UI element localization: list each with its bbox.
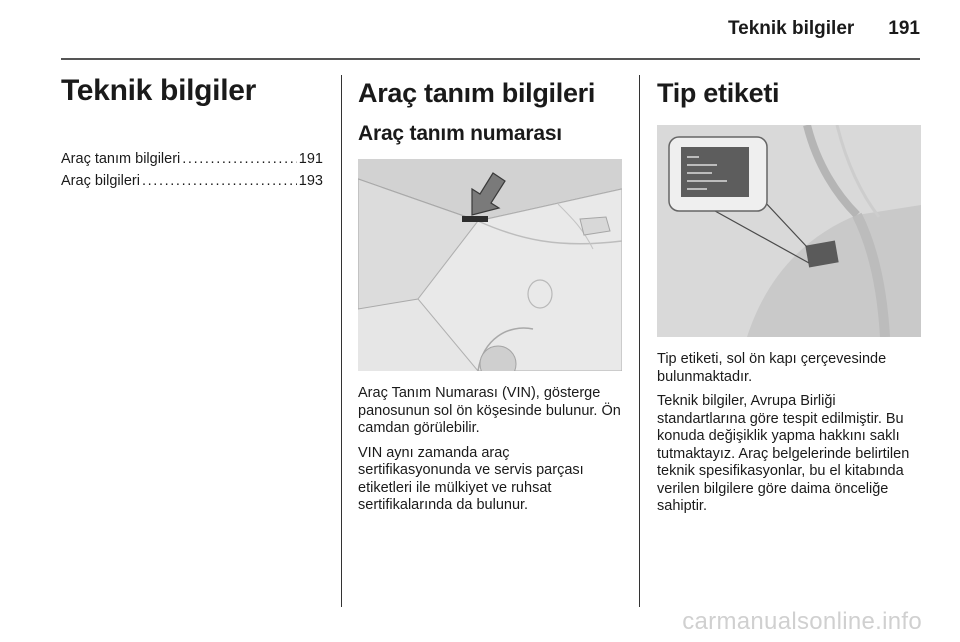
type-label-paragraph: Teknik bilgiler, Avrupa Birliği standartlarına göre tespit edilmiştir. Bu konuda değişiklik yapma hakkını saklı tutmaktayız. Araç belgelerinde belirtilen teknik spesifikasyonlar, bu el kitabında verilen bilgilere göre daima önceliğe sahiptir. [657,393,910,514]
chapter-title: Teknik bilgiler [61,74,256,107]
table-of-contents [61,148,323,192]
toc-entry-title: Araç tanım bilgileri [61,151,181,167]
subsection-title-vin: Araç tanım numarası [358,122,562,145]
running-header-title: Teknik bilgiler [727,18,855,39]
header-rule [61,58,920,60]
column-divider-1 [341,75,342,607]
section-title-type-label: Tip etiketi [657,78,780,108]
toc-entry-page: 191 [298,151,323,167]
toc-leader-dots [182,148,297,170]
page-number: 191 [888,18,920,39]
vin-paragraph: Araç Tanım Numarası (VIN), gösterge panosunun sol ön köşesinde bulunur. Ön camdan görülebilir. [358,385,621,436]
section-title-vin: Araç tanım bilgileri [358,78,596,108]
watermark: carmanualsonline.info [682,608,922,635]
vin-location-illustration [358,159,622,371]
vin-paragraph: VIN aynı zamanda araç sertifikasyonunda ve servis parçası etiketleri ile mülkiyet ve ruhsat sertifikalarında da bulunur. [358,444,584,513]
type-label-section-column [657,74,921,523]
type-label-illustration [657,125,921,337]
toc-entry-title: Araç bilgileri [61,173,140,189]
toc-entry-page: 193 [298,173,323,189]
vin-section-column [358,74,622,522]
type-label-paragraph: Tip etiketi, sol ön kapı çerçevesinde bulunmaktadır. [657,351,887,385]
chapter-column [61,74,323,192]
toc-entry[interactable] [61,148,323,170]
toc-entry[interactable] [61,170,323,192]
toc-leader-dots [142,170,297,192]
running-header [728,18,920,40]
column-divider-2 [639,75,640,607]
